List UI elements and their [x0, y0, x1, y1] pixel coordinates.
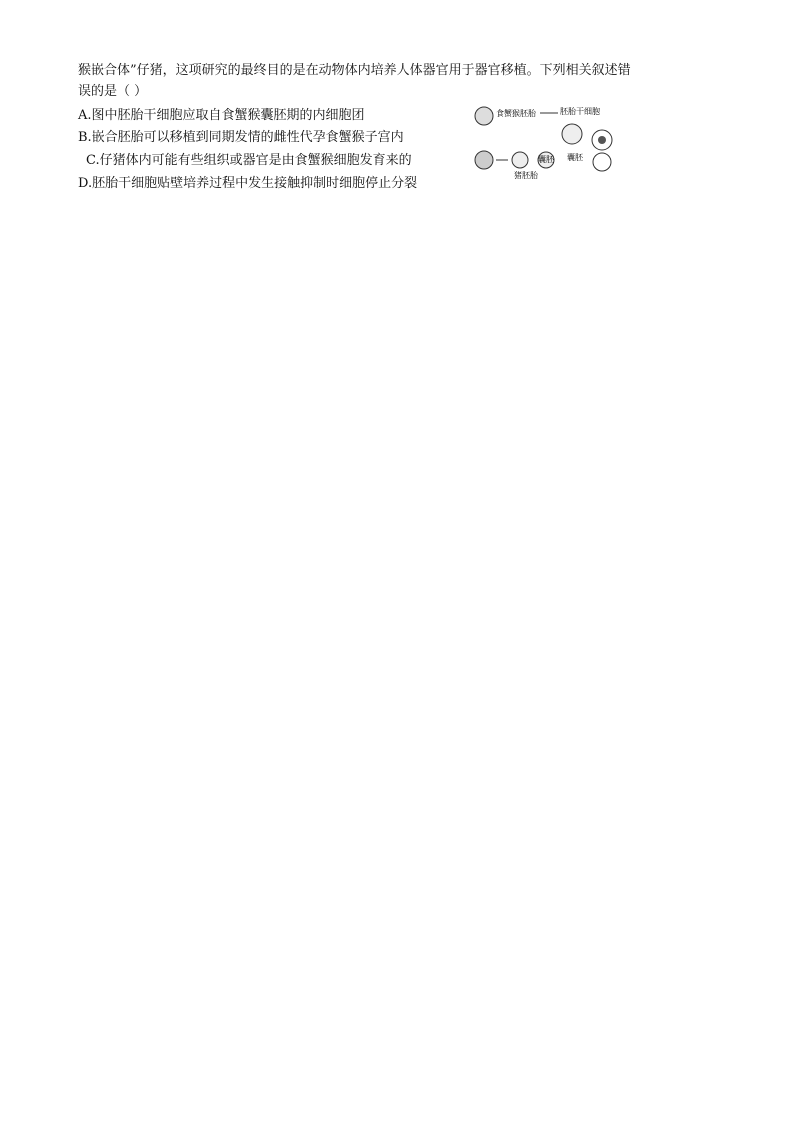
label-blastocyst: 囊胚	[538, 155, 554, 164]
q5-stem-line: 猴嵌合体”仔猪，这项研究的最终目的是在动物体内培养人体器官用于器官移植。下列相关叙述错	[78, 63, 631, 78]
label-pig-embryo: 猪胚胎	[514, 171, 538, 180]
option-b: B.嵌合胚胎可以移植到同期发情的雌性代孕食蟹猴子宫内	[78, 130, 404, 145]
label-blastocyst-2: 囊胚	[567, 153, 583, 162]
option-c: C.仔猪体内可能有些组织或器官是由食蟹猴细胞发育来的	[86, 153, 412, 168]
chimera-diagram	[462, 100, 702, 182]
option-a: A.图中胚胎干细胞应取自食蟹猴囊胚期的内细胞团	[78, 108, 365, 123]
option-d: D.胚胎干细胞贴壁培养过程中发生接触抑制时细胞停止分裂	[78, 176, 418, 191]
q5-stem-end: 误的是（ ）	[78, 84, 148, 99]
label-monkey-embryo: 食蟹猴胚胎	[496, 109, 536, 118]
label-es-cell: 胚胎干细胞	[560, 107, 600, 116]
